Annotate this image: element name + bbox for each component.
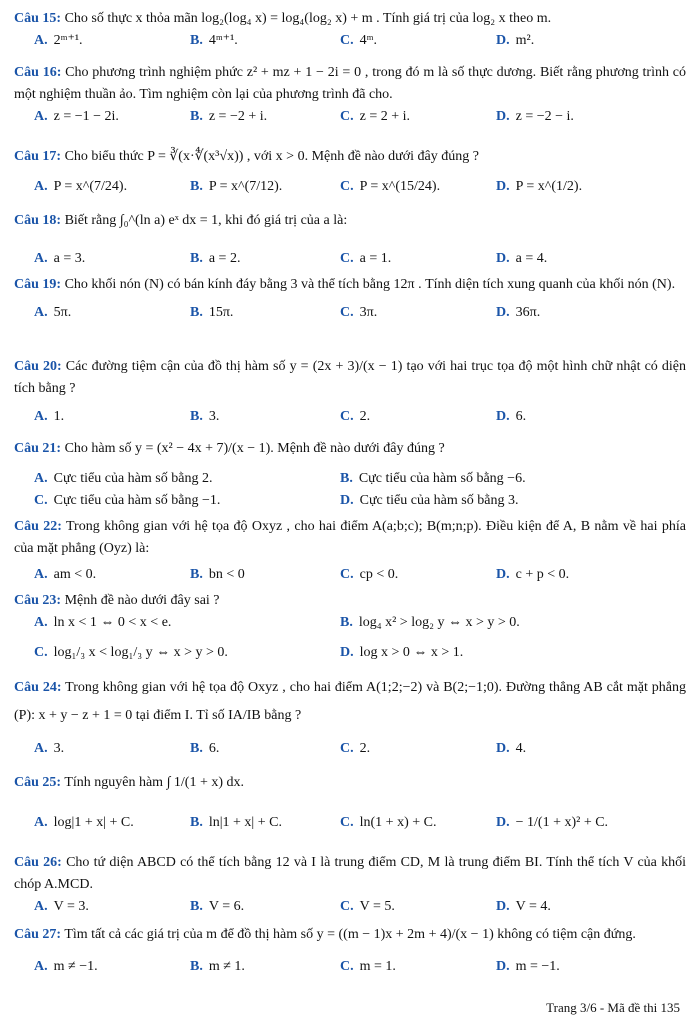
option-text: P = x^(7/24). [53,179,128,194]
question-18 [14,210,686,272]
question-text: Trong không gian với hệ tọa độ Oxyz , cho hai điểm A(a;b;c); B(m;n;p). Điều kiện để A, B nằm về hai phía của mặt phẳng (Oyz) là: [14,519,686,556]
option-text: 3π. [359,305,378,320]
option-letter: A. [34,471,48,486]
option-c[interactable] [340,406,370,428]
option-d[interactable] [340,490,518,512]
option-text: 3. [208,409,220,424]
question-label: Câu 24: [14,680,62,695]
question-24 [14,674,686,762]
option-a[interactable] [34,30,83,52]
option-letter: D. [496,741,510,756]
option-text: bn < 0 [208,567,245,582]
option-text: 6. [208,741,220,756]
option-a[interactable] [34,956,98,978]
option-b[interactable] [190,406,219,428]
option-text: m ≠ −1. [53,959,98,974]
question-16 [14,62,686,130]
option-letter: A. [34,109,48,124]
question-25 [14,772,686,836]
option-letter: B. [340,615,353,630]
question-text: Cho tứ diện ABCD có thể tích bằng 12 và I là trung điểm CD, M là trung điểm BI. Tính thể tích V của khối chóp A.MCD. [14,855,687,892]
option-letter: A. [34,741,48,756]
option-b[interactable] [340,612,520,634]
option-letter: C. [340,815,354,830]
option-text: 2ᵐ⁺¹. [53,33,83,48]
option-text: 1. [53,409,65,424]
question-label: Câu 23: [14,593,62,608]
option-b[interactable] [340,468,526,490]
question-text: Tìm tất cả các giá trị của m để đồ thị hàm số y = ((m − 1)x + 2m + 4)/(x − 1) không có tiệm cận đứng. [64,927,636,942]
option-letter: A. [34,567,48,582]
options-row [14,564,686,588]
option-letter: D. [496,959,510,974]
question-label: Câu 15: [14,11,62,26]
question-label: Câu 17: [14,149,62,164]
option-d[interactable] [496,406,526,428]
option-c[interactable] [340,248,391,270]
question-17 [14,146,686,200]
option-text: ln|1 + x| + C. [208,815,282,830]
question-label: Câu 20: [14,359,62,374]
question-text: Cho phương trình nghiệm phức z² + mz + 1 − 2i = 0 , trong đó m là số thực dương. Biết rằng phương trình có một nghiệm thuần ảo. Tìm nghiệm còn lại của phương trình đã cho. [14,65,687,102]
option-text: V = 6. [208,899,245,914]
question-label: Câu 22: [14,519,62,534]
option-text: Cực tiểu của hàm số bằng −6. [358,471,526,486]
question-text: Cho biểu thức P = ∛(x·∜(x³√x)) , với x > 0. Mệnh đề nào dưới đây đúng ? [64,149,479,164]
option-letter: C. [34,493,48,508]
option-a[interactable] [34,738,64,760]
options-row [14,738,686,762]
option-letter: C. [340,567,354,582]
question-text: Cho khối nón (N) có bán kính đáy bằng 3 và thể tích bằng 12π . Tính diện tích xung quanh của khối nón (N). [64,277,676,292]
option-text: m = −1. [515,959,560,974]
option-d[interactable] [496,106,574,128]
option-text: z = 2 + i. [359,109,411,124]
option-text: V = 3. [53,899,89,914]
option-text: c + p < 0. [515,567,570,582]
options-row [14,468,686,490]
option-text: z = −1 − 2i. [53,109,119,124]
option-text: P = x^(7/12). [208,179,283,194]
option-letter: C. [340,959,354,974]
question-20 [14,356,686,430]
option-d[interactable] [496,812,608,834]
option-d[interactable] [496,30,534,52]
option-a[interactable] [34,302,71,324]
option-text: z = −2 − i. [515,109,574,124]
options-row [14,896,686,920]
option-letter: C. [340,33,354,48]
question-text: Các đường tiệm cận của đồ thị hàm số y = (2x + 3)/(x − 1) tạo với hai trục tọa độ một hình chữ nhật có diện tích bằng ? [14,359,687,396]
option-d[interactable] [496,248,547,270]
option-letter: C. [340,251,354,266]
option-text: 3. [53,741,65,756]
options-row [14,956,686,980]
option-letter: D. [496,815,510,830]
option-letter: D. [340,493,354,508]
option-text: m². [515,33,535,48]
option-letter: C. [340,409,354,424]
option-letter: D. [496,409,510,424]
option-letter: D. [340,645,354,660]
option-d[interactable] [496,738,526,760]
option-letter: C. [340,109,354,124]
question-text: Cho hàm số y = (x² − 4x + 7)/(x − 1). Mệnh đề nào dưới đây đúng ? [64,441,445,456]
question-label: Câu 19: [14,277,62,292]
options-row [14,176,686,200]
option-b[interactable] [190,248,240,270]
option-letter: A. [34,305,48,320]
option-c[interactable] [340,106,410,128]
option-letter: D. [496,33,510,48]
option-text: a = 3. [53,251,86,266]
option-text: Cực tiểu của hàm số bằng 3. [359,493,519,508]
options-row [14,406,686,430]
option-d[interactable] [340,642,463,664]
option-text: 5π. [53,305,72,320]
option-letter: B. [340,471,353,486]
option-letter: A. [34,409,48,424]
option-a[interactable] [34,176,127,198]
option-text: a = 2. [208,251,241,266]
option-letter: B. [190,305,203,320]
options-row [14,248,686,272]
question-label: Câu 16: [14,65,62,80]
options-row [14,612,686,636]
option-c[interactable] [340,302,377,324]
option-b[interactable] [190,812,282,834]
question-21 [14,438,686,512]
option-text: 4ᵐ. [359,33,377,48]
option-b[interactable] [190,896,244,918]
option-text: log x > 0 ⇔ x > 1. [359,645,464,660]
option-letter: C. [340,305,354,320]
question-label: Câu 21: [14,441,62,456]
question-text: Trong không gian với hệ tọa độ Oxyz , cho hai điểm A(1;2;−2) và B(2;−1;0). Đường thẳng AB cắt mặt phẳng (P): x + y − z + 1 = 0 tại điểm I. Tỉ số IA/IB bằng ? [14,680,686,723]
option-text: P = x^(1/2). [515,179,583,194]
option-text: ln(1 + x) + C. [359,815,437,830]
question-text: Cho số thực x thỏa mãn log₂(log₄ x) = log₄(log₂ x) + m . Tính giá trị của log₂ x theo m. [64,11,552,26]
option-text: log₁/₃ x < log₁/₃ y ⇔ x > y > 0. [53,645,228,660]
option-letter: B. [190,251,203,266]
question-22 [14,516,686,588]
option-c[interactable] [34,490,220,512]
option-text: 15π. [208,305,234,320]
option-text: cp < 0. [359,567,399,582]
option-letter: A. [34,615,48,630]
option-d[interactable] [496,176,582,198]
option-text: 2. [359,741,371,756]
option-d[interactable] [496,302,540,324]
question-27 [14,924,686,980]
option-letter: B. [190,899,203,914]
question-text: Biết rằng ∫₀^(ln a) eˣ dx = 1, khi đó giá trị của a là: [64,213,348,228]
option-d[interactable] [496,956,560,978]
option-text: Cực tiểu của hàm số bằng 2. [53,471,213,486]
option-letter: C. [340,179,354,194]
options-row [14,812,686,836]
option-letter: A. [34,251,48,266]
option-letter: B. [190,815,203,830]
option-letter: C. [340,899,354,914]
question-label: Câu 25: [14,775,62,790]
options-row [14,490,686,512]
option-text: 36π. [515,305,541,320]
option-a[interactable] [34,564,96,586]
option-letter: B. [190,33,203,48]
question-text: Tính nguyên hàm ∫ 1/(1 + x) dx. [64,775,245,790]
options-row [14,106,686,130]
option-letter: D. [496,109,510,124]
option-b[interactable] [190,106,267,128]
option-text: V = 4. [515,899,551,914]
option-text: 4ᵐ⁺¹. [208,33,238,48]
option-letter: A. [34,899,48,914]
question-label: Câu 26: [14,855,62,870]
option-a[interactable] [34,468,212,490]
option-a[interactable] [34,106,119,128]
option-c[interactable] [340,896,395,918]
option-letter: A. [34,33,48,48]
option-letter: D. [496,251,510,266]
page-footer: Trang 3/6 - Mã đề thi 135 [546,1000,680,1015]
option-letter: B. [190,179,203,194]
option-letter: B. [190,109,203,124]
option-letter: D. [496,899,510,914]
option-text: ln x < 1 ⇔ 0 < x < e. [53,615,172,630]
option-text: m = 1. [359,959,396,974]
option-a[interactable] [34,896,89,918]
option-text: V = 5. [359,899,395,914]
question-26 [14,852,686,920]
option-letter: B. [190,741,203,756]
option-text: a = 1. [359,251,392,266]
option-text: log₄ x² > log₂ y ⇔ x > y > 0. [358,615,520,630]
option-letter: D. [496,179,510,194]
option-a[interactable] [34,406,64,428]
option-letter: C. [34,645,48,660]
option-letter: C. [340,741,354,756]
option-a[interactable] [34,612,171,634]
option-c[interactable] [340,564,398,586]
question-15 [14,8,686,54]
option-a[interactable] [34,812,134,834]
option-c[interactable] [340,176,440,198]
option-letter: D. [496,567,510,582]
option-b[interactable] [190,564,245,586]
option-text: m ≠ 1. [208,959,245,974]
option-text: 6. [515,409,527,424]
options-row [14,642,686,666]
option-letter: B. [190,567,203,582]
option-text: 4. [515,741,527,756]
option-text: log|1 + x| + C. [53,815,134,830]
question-label: Câu 18: [14,213,62,228]
option-letter: A. [34,179,48,194]
question-19 [14,274,686,326]
option-letter: A. [34,815,48,830]
option-c[interactable] [340,30,377,52]
option-letter: B. [190,409,203,424]
option-c[interactable] [340,812,436,834]
option-letter: B. [190,959,203,974]
option-text: am < 0. [53,567,97,582]
option-b[interactable] [190,176,282,198]
option-text: a = 4. [515,251,548,266]
option-text: z = −2 + i. [208,109,268,124]
option-b[interactable] [190,738,219,760]
option-d[interactable] [496,896,551,918]
option-text: Cực tiểu của hàm số bằng −1. [53,493,221,508]
options-row [14,302,686,326]
option-c[interactable] [340,956,396,978]
question-label: Câu 27: [14,927,62,942]
option-b[interactable] [190,30,238,52]
option-d[interactable] [496,564,569,586]
option-b[interactable] [190,956,245,978]
option-c[interactable] [34,642,228,664]
question-text: Mệnh đề nào dưới đây sai ? [64,593,220,608]
question-23 [14,590,686,666]
option-c[interactable] [340,738,370,760]
option-a[interactable] [34,248,85,270]
option-letter: A. [34,959,48,974]
option-letter: D. [496,305,510,320]
option-b[interactable] [190,302,233,324]
option-text: − 1/(1 + x)² + C. [515,815,609,830]
option-text: P = x^(15/24). [359,179,441,194]
option-text: 2. [359,409,371,424]
options-row [14,30,686,54]
